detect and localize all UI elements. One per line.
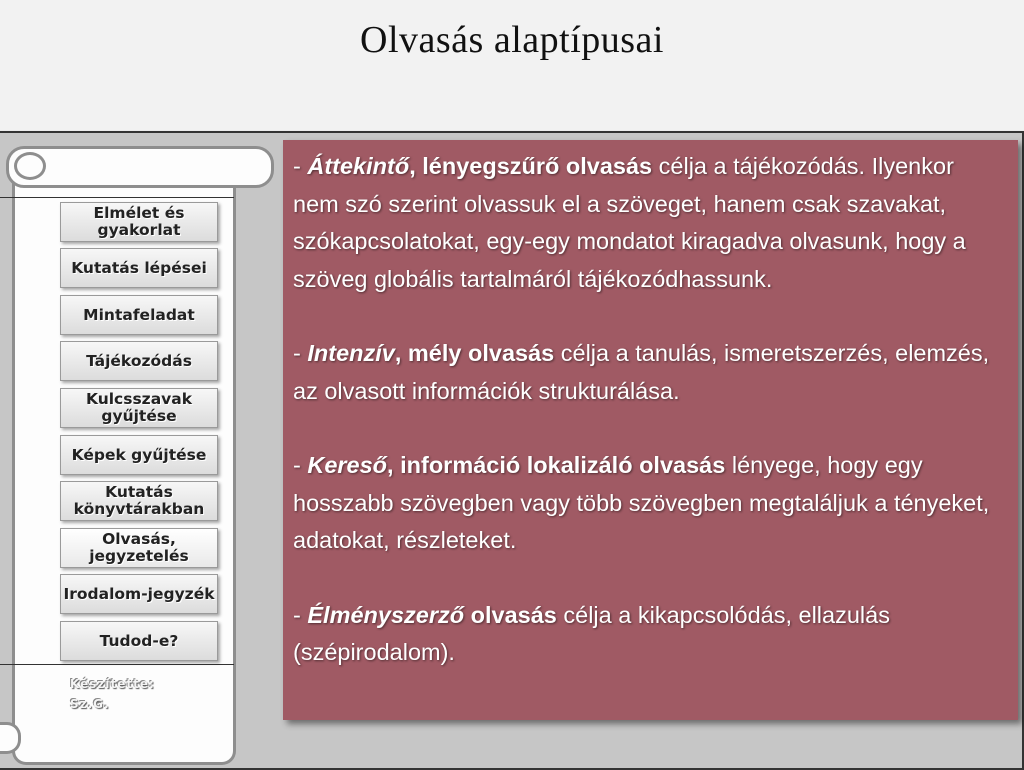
paragraph-dash: -: [293, 340, 308, 366]
paragraph-term: Intenzív: [307, 340, 395, 366]
nav-button-olvasas-jegyzeteles[interactable]: Olvasás, jegyzetelés: [60, 528, 218, 568]
paragraph-attekinto: [293, 148, 998, 298]
paragraph-term: Kereső: [307, 452, 388, 478]
paragraph-intenziv: [293, 335, 998, 410]
nav-button-kepek[interactable]: Képek gyűjtése: [60, 435, 218, 475]
nav-button-elmelet[interactable]: Elmélet és gyakorlat: [60, 202, 218, 242]
paragraph-keyword: , lényegszűrő olvasás: [409, 153, 653, 179]
paragraph-text: célja a tájékozódás. Ilyenkor nem szó szerint olvassuk el a szöveget, hanem csak szavakat, szókapcsolatokat, egy-egy mondatot kiragadva olvasunk, hogy a szöveg globális tartalmáról tájékozódhassunk.: [293, 153, 966, 292]
credit-line-2: Sz.G.: [70, 697, 110, 711]
paragraph-elmenyszerzo: [293, 597, 998, 672]
nav-button-irodalomjegyzek[interactable]: Irodalom-jegyzék: [60, 574, 218, 614]
paragraph-text: célja a tanulás, ismeretszerzés, elemzés, az olvasott információk strukturálása.: [293, 340, 990, 404]
scroll-curl-icon: [14, 152, 46, 180]
nav-button-kutatas-lepesei[interactable]: Kutatás lépései: [60, 248, 218, 288]
title-band: [0, 0, 1024, 130]
nav-button-tudod-e[interactable]: Tudod-e?: [60, 621, 218, 661]
divider-bottom: [0, 664, 234, 665]
scroll-top-roll: [6, 146, 274, 188]
paragraph-keyword: olvasás: [464, 601, 557, 628]
nav-button-tajekozodas[interactable]: Tájékozódás: [60, 341, 218, 381]
paragraph-dash: -: [293, 601, 308, 628]
paragraph-text: lényege, hogy egy hosszabb szövegben vagy több szövegben megtaláljuk a tényeket, adatokat, részleteket.: [293, 452, 990, 553]
paragraph-dash: -: [293, 153, 308, 179]
credit: [70, 674, 210, 714]
divider-top: [0, 197, 234, 198]
paragraph-text: célja a kikapcsolódás, ellazulás (szépirodalom).: [293, 601, 890, 665]
nav-button-kulcsszavak[interactable]: Kulcsszavak gyűjtése: [60, 388, 218, 428]
paragraph-keyword: , információ lokalizáló olvasás: [387, 452, 726, 478]
paragraph-term: Élményszerző: [307, 601, 465, 628]
nav-button-mintafeladat[interactable]: Mintafeladat: [60, 295, 218, 335]
paragraph-term: Áttekintő: [307, 153, 410, 179]
paragraph-dash: -: [293, 452, 308, 478]
credit-line-1: Készítette:: [70, 677, 155, 691]
nav-button-konyvtarakban[interactable]: Kutatás könyvtárakban: [60, 481, 218, 521]
content-box: [283, 140, 1018, 720]
page-title: Olvasás alaptípusai: [360, 19, 664, 61]
paragraph-keyword: , mély olvasás: [394, 340, 555, 366]
paragraph-kereso: [293, 447, 998, 560]
